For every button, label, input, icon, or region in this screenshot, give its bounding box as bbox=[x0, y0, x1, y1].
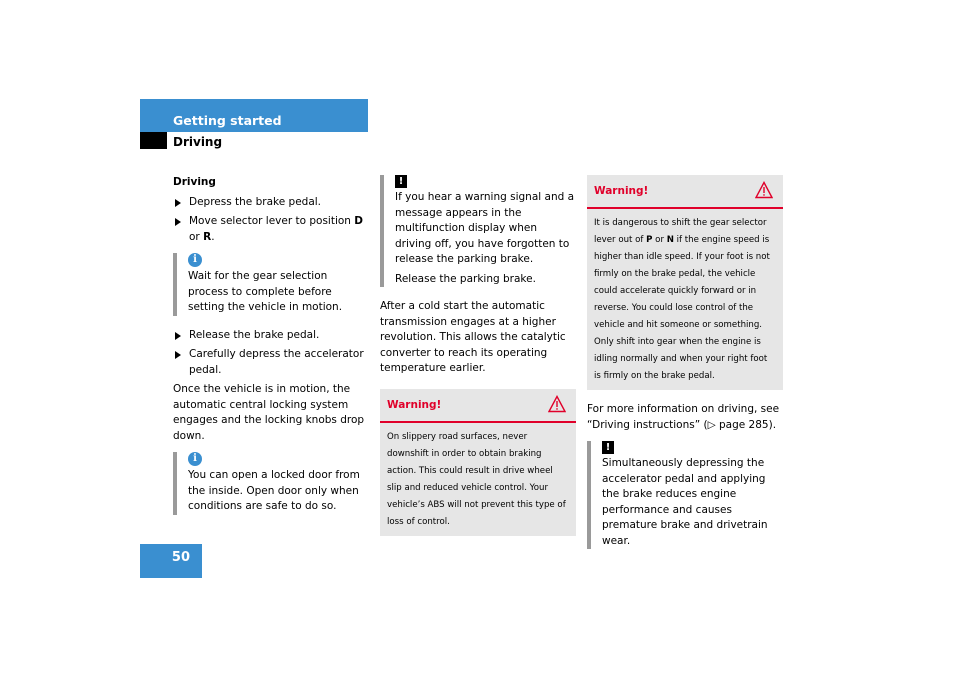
bullet-arrow-icon bbox=[175, 218, 181, 226]
bullet-text: Release the brake pedal. bbox=[189, 328, 320, 341]
note-text: You can open a locked door from the inside. Open door only when conditions are safe to do so. bbox=[188, 469, 360, 512]
warning-header bbox=[587, 175, 783, 209]
warning-text bbox=[587, 209, 783, 390]
exclamation-icon: ! bbox=[602, 441, 614, 454]
note-text: Release the parking brake. bbox=[395, 272, 536, 285]
bullet-item bbox=[173, 195, 369, 211]
warning-box bbox=[380, 389, 576, 536]
bullet-arrow-icon bbox=[175, 199, 181, 207]
section-title: Getting started bbox=[173, 113, 282, 128]
bullet-text: or bbox=[189, 230, 204, 243]
info-note bbox=[173, 452, 369, 515]
paragraph: After a cold start the automatic transmission engages at a higher revolution. This allows the catalytic converter to reach its operating temperature earlier. bbox=[380, 300, 566, 374]
gear-r: R bbox=[203, 230, 212, 243]
bullet-text: Depress the brake pedal. bbox=[189, 195, 322, 208]
bullet-arrow-icon bbox=[175, 351, 181, 359]
page-number: 50 bbox=[171, 550, 190, 565]
warning-text: On slippery road surfaces, never downshift in order to obtain braking action. This could result in drive wheel slip and reduced vehicle control. Your vehicle’s ABS will not prevent this type of loss of control. bbox=[387, 431, 566, 527]
column-1 bbox=[173, 175, 369, 527]
bullet-text: Move selector lever to position bbox=[189, 215, 355, 227]
note-text: Wait for the gear selection process to complete before setting the vehicle in motion. bbox=[188, 270, 343, 313]
note-bar bbox=[173, 253, 177, 316]
gear-p: P bbox=[646, 235, 653, 245]
subsection-title: Driving bbox=[173, 135, 223, 149]
caution-note bbox=[380, 175, 576, 287]
gear-n: N bbox=[666, 235, 674, 245]
warning-text-part: or bbox=[652, 235, 667, 245]
column-2 bbox=[380, 175, 576, 546]
warning-triangle-icon bbox=[755, 181, 773, 199]
bullet-item bbox=[173, 214, 369, 245]
warning-title: Warning! bbox=[594, 185, 649, 197]
column-3 bbox=[587, 175, 783, 561]
info-note bbox=[173, 253, 369, 316]
bullet-text: Carefully depress the accelerator pedal. bbox=[189, 348, 364, 376]
paragraph: For more information on driving, see “Driving instructions” (▷ page 285). bbox=[587, 403, 780, 431]
gear-d: D bbox=[354, 215, 364, 227]
subsection-marker bbox=[140, 132, 167, 149]
page-number-box bbox=[140, 544, 202, 578]
bullet-text: . bbox=[211, 230, 215, 243]
bullet-item bbox=[173, 347, 369, 378]
warning-title: Warning! bbox=[387, 398, 442, 411]
info-icon: i bbox=[188, 253, 202, 267]
note-bar bbox=[173, 452, 177, 515]
note-bar bbox=[380, 175, 384, 287]
warning-triangle-icon bbox=[548, 395, 566, 413]
bullet-item bbox=[173, 328, 369, 344]
caution-note bbox=[587, 441, 783, 549]
warning-box bbox=[587, 175, 783, 390]
warning-text-part: if the engine speed is higher than idle speed. If your foot is not firmly on the brake pedal, the vehicle could accelerate quickly forward or in reverse. You could lose control of the vehicle and hit someone or something. Only shift into gear when the engine is idling normally and when your right foot is firmly on the brake pedal. bbox=[594, 235, 770, 381]
driving-heading: Driving bbox=[173, 176, 216, 188]
info-icon: i bbox=[188, 452, 202, 466]
note-bar bbox=[587, 441, 591, 549]
exclamation-icon: ! bbox=[395, 175, 407, 188]
warning-header bbox=[380, 389, 576, 423]
warning-text-part: It is dangerous to shift the gear selector lever out of bbox=[594, 218, 767, 245]
note-text: If you hear a warning signal and a message appears in the multifunction display when driving off, you have forgotten to release the parking brake. bbox=[395, 191, 575, 265]
bullet-arrow-icon bbox=[175, 332, 181, 340]
paragraph: Once the vehicle is in motion, the automatic central locking system engages and the locking knobs drop down. bbox=[173, 383, 365, 442]
note-text: Simultaneously depressing the accelerator pedal and applying the brake reduces engine performance and causes premature brake and drivetrain wear. bbox=[602, 457, 768, 547]
